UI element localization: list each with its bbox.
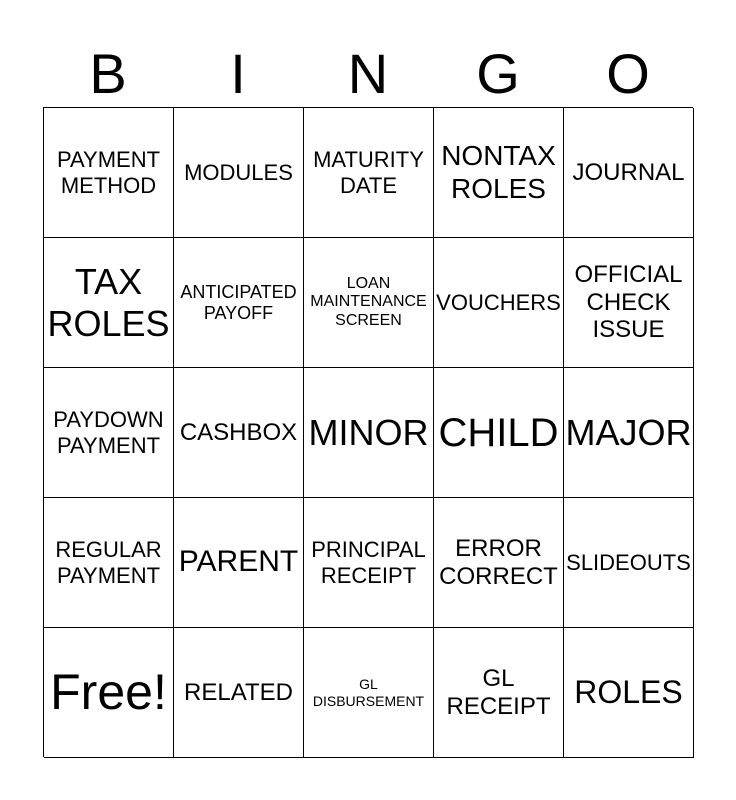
cell-label: SLIDEOUTS bbox=[566, 549, 691, 575]
bingo-cell[interactable] bbox=[564, 108, 694, 238]
cell-label: PARENT bbox=[178, 545, 299, 579]
bingo-cell[interactable] bbox=[434, 368, 564, 498]
bingo-cell[interactable] bbox=[564, 368, 694, 498]
bingo-cell[interactable] bbox=[564, 628, 694, 758]
cell-label: OFFICIAL CHECK ISSUE bbox=[574, 261, 683, 344]
cell-label: Free! bbox=[50, 663, 167, 720]
bingo-cell[interactable] bbox=[174, 628, 304, 758]
bingo-cell[interactable] bbox=[304, 628, 434, 758]
cell-label: PAYDOWN PAYMENT bbox=[53, 407, 164, 458]
cell-label: MINOR bbox=[308, 411, 429, 453]
cell-label: ANTICIPATED PAYOFF bbox=[180, 281, 297, 323]
bingo-cell[interactable] bbox=[174, 498, 304, 628]
cell-label: RELATED bbox=[184, 678, 293, 706]
cell-label: ROLES bbox=[574, 674, 683, 711]
bingo-cell[interactable] bbox=[434, 108, 564, 238]
cell-label: REGULAR PAYMENT bbox=[55, 537, 162, 588]
bingo-cell[interactable] bbox=[174, 368, 304, 498]
bingo-cell[interactable] bbox=[174, 238, 304, 368]
bingo-cell[interactable] bbox=[44, 238, 174, 368]
bingo-cell[interactable] bbox=[304, 108, 434, 238]
cell-label: VOUCHERS bbox=[436, 289, 561, 315]
cell-label: ERROR CORRECT bbox=[439, 534, 558, 590]
header-letter-o: O bbox=[606, 42, 650, 105]
bingo-cell[interactable] bbox=[434, 498, 564, 628]
cell-label: PRINCIPAL RECEIPT bbox=[311, 537, 426, 588]
bingo-cell[interactable] bbox=[44, 368, 174, 498]
bingo-cell[interactable] bbox=[304, 368, 434, 498]
cell-label: JOURNAL bbox=[572, 158, 685, 186]
cell-label: MATURITY DATE bbox=[313, 147, 424, 198]
header-letter-g: G bbox=[476, 42, 520, 105]
cell-label: LOAN MAINTENANCE SCREEN bbox=[310, 274, 427, 329]
cell-label: NONTAX ROLES bbox=[441, 140, 556, 204]
cell-label: PAYMENT METHOD bbox=[56, 147, 161, 198]
cell-label: GL DISBURSEMENT bbox=[312, 676, 425, 709]
bingo-cell[interactable] bbox=[44, 108, 174, 238]
bingo-grid bbox=[43, 107, 693, 757]
bingo-cell-free[interactable] bbox=[44, 628, 174, 758]
bingo-cell[interactable] bbox=[304, 498, 434, 628]
bingo-cell[interactable] bbox=[434, 238, 564, 368]
bingo-cell[interactable] bbox=[434, 628, 564, 758]
bingo-cell[interactable] bbox=[564, 238, 694, 368]
cell-label: CASHBOX bbox=[179, 418, 298, 446]
cell-label: TAX ROLES bbox=[47, 261, 170, 344]
cell-label: MAJOR bbox=[565, 411, 692, 453]
header-letter-b: B bbox=[89, 42, 127, 105]
bingo-cell[interactable] bbox=[44, 498, 174, 628]
bingo-cell[interactable] bbox=[564, 498, 694, 628]
bingo-header bbox=[43, 40, 693, 108]
bingo-cell[interactable] bbox=[304, 238, 434, 368]
bingo-cell[interactable] bbox=[174, 108, 304, 238]
cell-label: MODULES bbox=[184, 159, 293, 185]
cell-label: GL RECEIPT bbox=[446, 664, 551, 720]
cell-label: CHILD bbox=[438, 410, 559, 455]
header-letter-i: I bbox=[230, 42, 246, 105]
header-letter-n: N bbox=[347, 42, 389, 105]
